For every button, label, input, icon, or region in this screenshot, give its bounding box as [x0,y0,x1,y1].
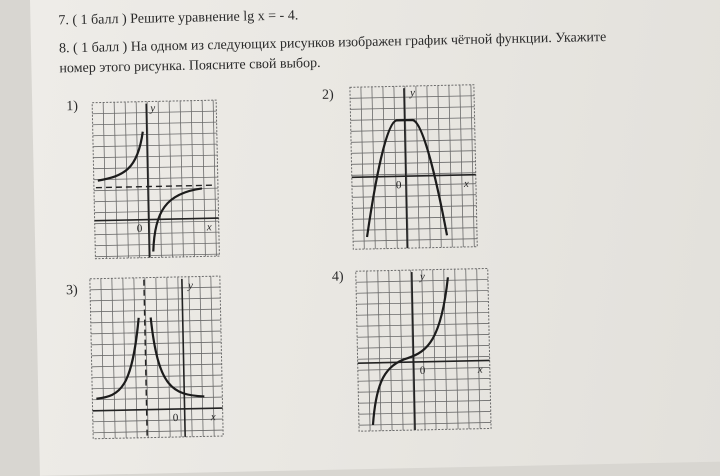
figure-2-origin: 0 [395,179,402,192]
figure-2-x-label: x [463,177,469,190]
worksheet [30,0,720,476]
figure-3-origin: 0 [172,411,179,425]
figure-3-label: 3) [65,283,78,299]
question-8-line-2: номер этого рисунка. Поясните свой выбор. [59,55,321,77]
figure-2-graph [350,85,477,250]
figure-2-label: 2) [321,87,334,103]
figure-1-y-label: y [150,102,156,115]
figure-3-x-axis [93,408,223,411]
figure-4-x-label: x [477,363,483,376]
figure-4-label: 4) [331,269,344,285]
figure-1-x-axis [95,218,219,221]
figure-2-y-label: y [409,86,416,100]
figure-1-graph [92,100,219,259]
figure-3-y-label: y [187,279,194,292]
figure-4-origin: 0 [419,364,426,377]
figure-1-grid [92,100,219,259]
figure-4-graph [356,268,491,431]
question-8-line-1: 8. ( 1 балл ) На одном из следующих рисунков изображен график чётной функции. Укажите [58,29,607,57]
figure-3-curve-right [151,316,205,397]
figure-4-y-label: y [419,270,425,283]
figure-3-y-axis [182,279,185,437]
question-7: 7. ( 1 балл ) Решите уравнение lg x = - 4. [58,8,299,29]
figure-1-asymptote [96,185,216,188]
figure-1-label: 1) [66,99,79,115]
figure-1-origin: 0 [136,222,143,235]
figure-3-x-label: x [210,411,216,424]
figure-3-graph [90,276,223,439]
figure-1-x-label: x [206,221,212,234]
